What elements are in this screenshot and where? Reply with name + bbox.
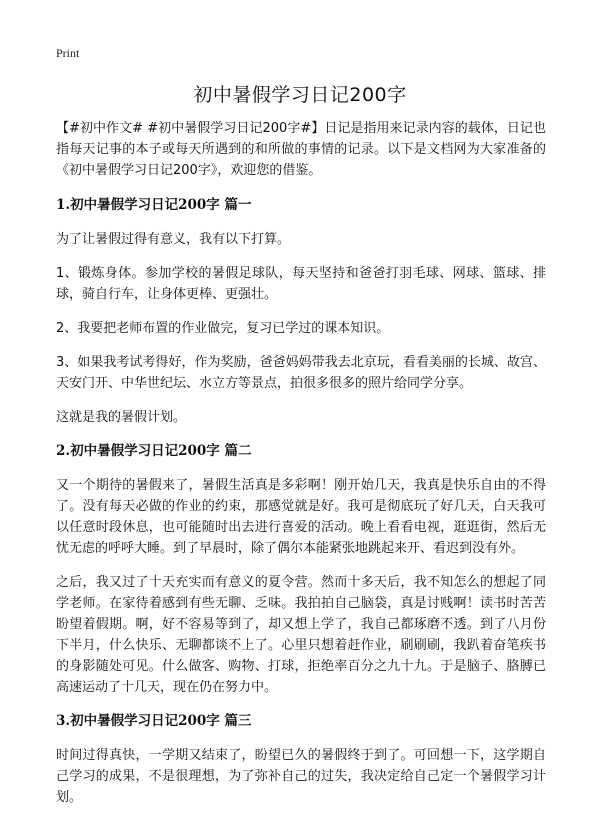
intro-paragraph: 【#初中作文# #初中暑假学习日记200字#】日记是指用来记录内容的载体，日记也指每天记事的本子或每天所遇到的和所做的事情的记录。以下是文档网为大家准备的《初中暑假学习日记200字》，欢迎您的借鉴。 xyxy=(56,121,546,178)
paragraph: 又一个期待的暑假来了，暑假生活真是多彩啊！刚开始几天，我真是快乐自由的不得了。没有每天必做的作业的约束，那感觉就是好。我可是彻底玩了好几天，白天我可以任意时段休息，也可能随时出去进行喜爱的活动。晚上看看电视，逛逛街，然后无忧无虑的呼呼大睡。到了早晨时，除了偶尔本能紧张地跳起来开、看迟到没有外。 xyxy=(56,478,546,556)
page-title: 初中暑假学习日记200字 xyxy=(193,84,407,106)
section-2 xyxy=(56,441,546,698)
article-body xyxy=(56,118,546,821)
paragraph: 这就是我的暑假计划。 xyxy=(56,410,187,425)
paragraph: 之后，我又过了十天充实而有意义的夏令营。然而十多天后，我不知怎么的想起了同学老师。在家待着感到有些无聊、乏味。我拍拍自己脑袋，真是讨贱啊！读书时苦苦盼望着假期。啊，好不容易等到了，却又想上学了，我自己都琢磨不透。到了八月份下半月，什么快乐、无聊都谈不上了。心里只想着赶作业，刷刷刷，我趴着奋笔疾书的身影随处可见。什么做客、购物、打球，拒绝率百分之九十九。于是脑子、胳膊已高速运动了十几天，现在仍在努力中。 xyxy=(56,575,546,695)
print-link[interactable]: Print xyxy=(56,46,80,60)
section-heading: 2.初中暑假学习日记200字 篇二 xyxy=(56,443,252,459)
paragraph: 时间过得真快，一学期又结束了，盼望已久的暑假终于到了。可回想一下，这学期自己学习的成果，不是很理想，为了弥补自己的过失，我决定给自己定一个暑假学习计划。 xyxy=(56,748,546,805)
paragraph: 为了让暑假过得有意义，我有以下打算。 xyxy=(56,232,291,247)
paragraph: 2、我要把老师布置的作业做完，复习已学过的课本知识。 xyxy=(56,321,390,336)
section-3 xyxy=(56,711,546,808)
section-1 xyxy=(56,195,546,428)
paragraph: 1、锻炼身体。参加学校的暑假足球队，每天坚持和爸爸打羽毛球、网球、篮球、排球，骑自行车，让身体更棒、更强壮。 xyxy=(56,266,546,302)
paragraph: 3、如果我考试考得好，作为奖励，爸爸妈妈带我去北京玩，看看美丽的长城、故宫、天安门开、中华世纪坛、水立方等景点，拍很多很多的照片给同学分享。 xyxy=(56,355,546,391)
section-heading: 3.初中暑假学习日记200字 篇三 xyxy=(56,713,252,729)
section-heading: 1.初中暑假学习日记200字 篇一 xyxy=(56,197,252,213)
